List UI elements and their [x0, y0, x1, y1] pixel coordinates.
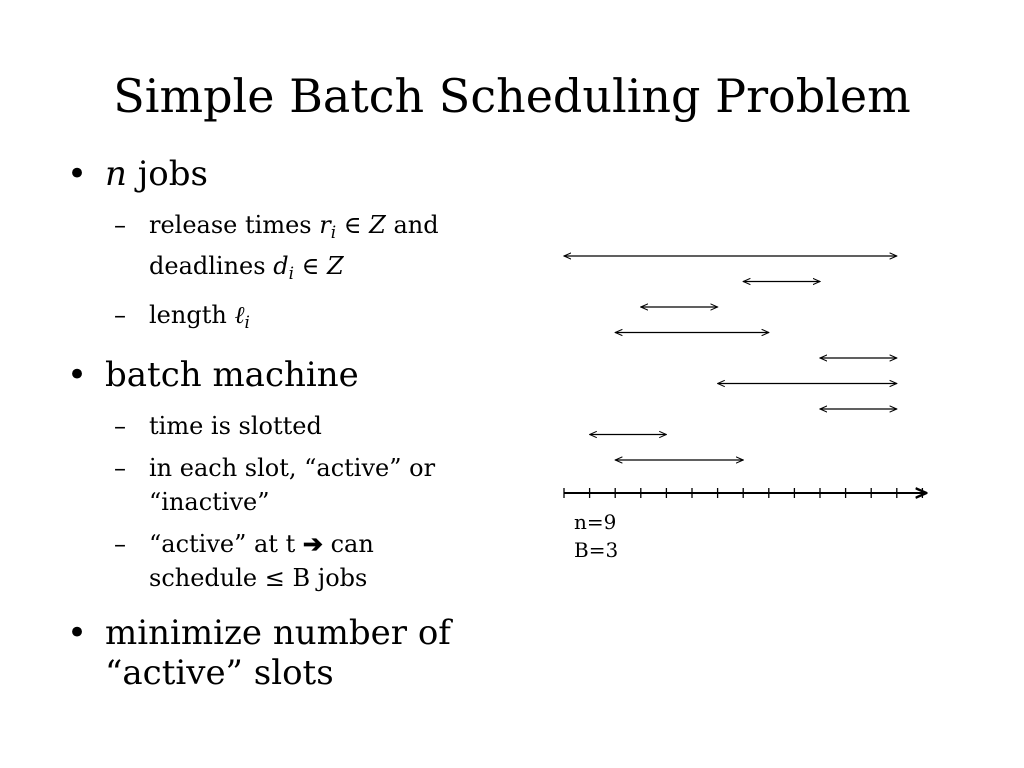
subbullet-text: schedule ≤ B jobs [149, 564, 368, 593]
subbullet-text: can [322, 530, 374, 559]
math-var-r: r [319, 211, 331, 239]
subbullet-dash: – [114, 454, 126, 483]
note-n: n=9 [574, 510, 617, 534]
math-set-z: Z [326, 252, 344, 281]
subbullet-dash: – [114, 301, 126, 330]
bullet-text: batch machine [105, 355, 359, 396]
math-element-of: ∈ [293, 252, 327, 281]
math-subscript-i: i [288, 263, 294, 284]
math-var-n: n [105, 154, 127, 194]
subbullet-text: “active” at t [149, 530, 303, 559]
subbullet-dash: – [114, 530, 126, 559]
math-var-ell: ℓ [234, 301, 245, 330]
bullet-dot: • [67, 355, 88, 396]
subbullet-text: in each slot, “active” or [149, 454, 436, 483]
text-length: length [149, 301, 235, 330]
bullet-text: jobs [126, 154, 208, 194]
math-subscript-i: i [244, 312, 250, 333]
bullet-dot: • [67, 613, 88, 654]
bullet-text: minimize number of [105, 613, 451, 654]
job-intervals [564, 256, 897, 460]
subbullet-text: “inactive” [149, 488, 270, 517]
slide-title: Simple Batch Scheduling Problem [113, 69, 911, 123]
subbullet-dash: – [114, 211, 126, 239]
math-element-of: ∈ [336, 211, 370, 239]
math-var-d: d [273, 252, 289, 281]
bullet-dot: • [67, 154, 88, 194]
math-subscript-i: i [330, 222, 337, 243]
math-set-z: Z [369, 211, 386, 239]
subbullet-dash: – [114, 412, 126, 441]
text-release-times: release times [149, 211, 320, 239]
right-arrow-icon: ➔ [302, 529, 323, 559]
subbullet-text: time is slotted [149, 412, 322, 441]
note-b: B=3 [574, 538, 619, 562]
time-axis [564, 488, 926, 498]
text-deadlines: deadlines [149, 252, 274, 281]
bullet-text: “active” slots [105, 653, 334, 694]
text-and: and [385, 211, 439, 239]
